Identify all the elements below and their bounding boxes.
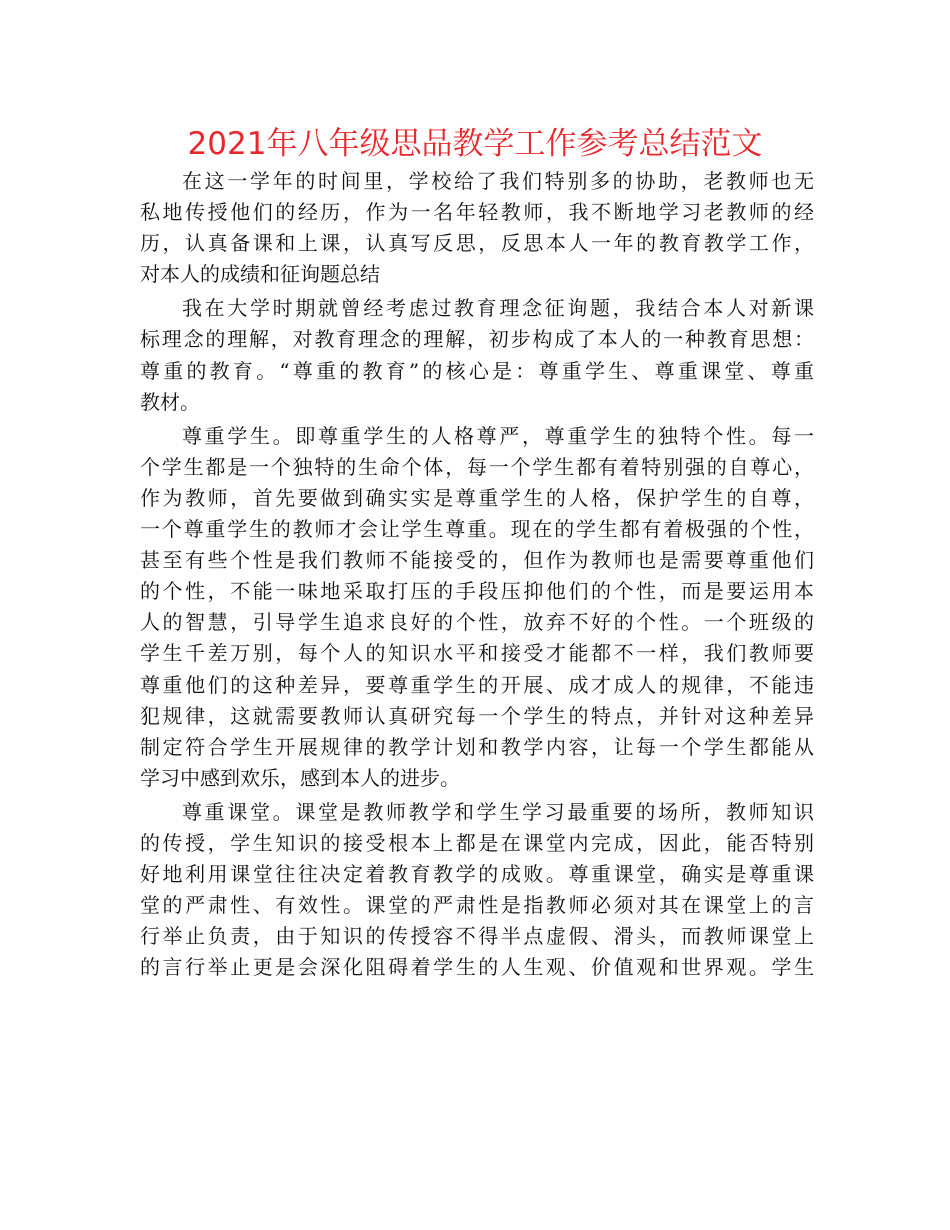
paragraph-line: 尊重他们的这种差异，要尊重学生的开展、成才成人的规律，不能违 — [140, 672, 814, 697]
paragraph-line: 私地传授他们的经历，作为一名年轻教师，我不断地学习老教师的经 — [140, 200, 814, 225]
paragraph-line: 我在大学时期就曾经考虑过教育理念征询题，我结合本人对新课 — [182, 296, 814, 321]
paragraph-line: 甚至有些个性是我们教师不能接受的，但作为教师也是需要尊重他们 — [140, 548, 814, 573]
paragraph-line: 作为教师，首先要做到确实实是尊重学生的人格，保护学生的自尊， — [140, 485, 814, 510]
paragraph-line: 历，认真备课和上课，认真写反思，反思本人一年的教育教学工作， — [140, 231, 814, 256]
paragraph-line: 的传授，学生知识的接受根本上都是在课堂内完成，因此，能否特别 — [140, 830, 814, 855]
paragraph-line: 人的智慧，引导学生追求良好的个性，放弃不好的个性。一个班级的 — [140, 610, 814, 635]
paragraph-line: 对本人的成绩和征询题总结 — [140, 262, 380, 287]
paragraph-line: 好地利用课堂往往决定着教育教学的成败。尊重课堂，确实是尊重课 — [140, 862, 814, 887]
paragraph — [140, 797, 814, 984]
paragraph-line: 尊重的教育。“尊重的教育”的核心是：尊重学生、尊重课堂、尊重 — [140, 358, 814, 383]
paragraph — [140, 293, 814, 417]
paragraph-line: 堂的严肃性、有效性。课堂的严肃性是指教师必须对其在课堂上的言 — [140, 893, 814, 918]
paragraph-line: 学习中感到欢乐，感到本人的进步。 — [140, 765, 460, 790]
paragraph-line: 学生千差万别，每个人的知识水平和接受才能都不一样，我们教师要 — [140, 641, 814, 666]
document-body — [140, 166, 814, 986]
paragraph — [140, 166, 814, 290]
paragraph-line: 的个性，不能一味地采取打压的手段压抑他们的个性，而是要运用本 — [140, 579, 814, 604]
paragraph-line: 教材。 — [140, 389, 200, 414]
document-title: 2021年八年级思品教学工作参考总结范文 — [187, 126, 763, 162]
paragraph-line: 尊重课堂。课堂是教师教学和学生学习最重要的场所，教师知识 — [182, 799, 814, 824]
paragraph-line: 尊重学生。即尊重学生的人格尊严，尊重学生的独特个性。每一 — [182, 423, 814, 448]
paragraph-line: 的言行举止更是会深化阻碍着学生的人生观、价值观和世界观。学生 — [140, 955, 814, 980]
paragraph-line: 一个尊重学生的教师才会让学生尊重。现在的学生都有着极强的个性， — [140, 517, 814, 542]
paragraph-line: 个学生都是一个独特的生命个体，每一个学生都有着特别强的自尊心， — [140, 454, 814, 479]
paragraph-line: 标理念的理解，对教育理念的理解，初步构成了本人的一种教育思想： — [140, 327, 814, 352]
paragraph-line: 制定符合学生开展规律的教学计划和教学内容，让每一个学生都能从 — [140, 734, 814, 759]
paragraph — [140, 421, 814, 794]
paragraph-line: 犯规律，这就需要教师认真研究每一个学生的特点，并针对这种差异 — [140, 703, 814, 728]
paragraph-line: 行举止负责，由于知识的传授容不得半点虚假、滑头，而教师课堂上 — [140, 924, 814, 949]
paragraph-line: 在这一学年的时间里，学校给了我们特别多的协助，老教师也无 — [182, 169, 814, 193]
